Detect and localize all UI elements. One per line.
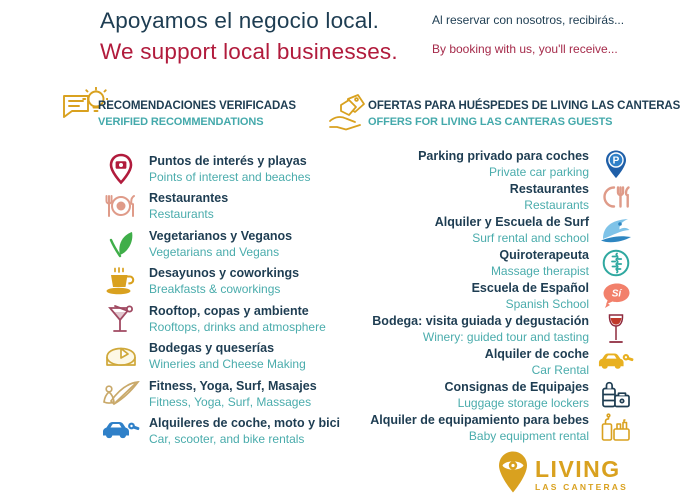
main-title (100, 5, 398, 67)
plate-cutlery-icon (102, 193, 140, 219)
item-label-es: Alquiler y Escuela de Surf (434, 214, 589, 229)
offers-list (340, 147, 634, 444)
list-item (102, 300, 340, 338)
item-label-en: Restaurants (524, 197, 589, 212)
item-labels (485, 347, 589, 377)
main-title-en: We support local businesses. (100, 39, 398, 64)
booking-note-es: Al reservar con nosotros, recibirás... (432, 13, 625, 27)
item-label-en: Rooftops, drinks and atmosphere (149, 319, 326, 334)
spine-icon (598, 249, 634, 277)
list-item (340, 279, 634, 312)
list-item (340, 411, 634, 444)
item-labels (149, 416, 340, 446)
car-key-blue-icon (102, 418, 140, 444)
item-label-es: Parking privado para coches (418, 148, 589, 163)
list-item (102, 188, 340, 226)
list-item (340, 345, 634, 378)
item-labels (149, 266, 299, 296)
item-label-en: Wineries and Cheese Making (149, 357, 306, 372)
item-labels (418, 149, 589, 179)
item-label-es: Vegetarianos y Veganos (149, 228, 293, 243)
item-label-es: Puntos de interés y playas (149, 153, 307, 168)
item-labels (472, 281, 589, 311)
list-item (340, 246, 634, 279)
item-labels (149, 341, 306, 371)
svg-text:Sí: Sí (611, 288, 622, 299)
list-item (340, 147, 634, 180)
item-labels (445, 380, 589, 410)
item-labels (491, 248, 589, 278)
leaf-icon (102, 230, 140, 258)
logo-pin-icon (496, 450, 530, 499)
item-label-en: Vegetarians and Vegans (149, 244, 280, 259)
item-label-en: Massage therapist (490, 263, 589, 278)
list-item (340, 378, 634, 411)
item-label-es: Quiroterapeuta (499, 247, 589, 262)
item-label-en: Fitness, Yoga, Surf, Massages (149, 394, 312, 409)
item-labels (372, 314, 589, 344)
recommendations-list (102, 150, 340, 450)
item-label-es: Alquileres de coche, moto y bici (149, 416, 341, 431)
restaurant-cutlery-icon (598, 184, 634, 210)
item-label-es: Alquiler de equipamiento para bebes (370, 412, 589, 427)
map-pin-camera-icon (102, 153, 140, 185)
item-label-es: Bodega: visita guiada y degustación (372, 313, 589, 328)
list-item (340, 213, 634, 246)
item-label-en: Car, scooter, and bike rentals (149, 432, 305, 447)
item-label-es: Alquiler de coche (484, 346, 589, 361)
logo-text (535, 455, 628, 492)
item-labels (149, 154, 310, 184)
parking-pin-icon (598, 149, 634, 179)
main-title-es: Apoyamos el negocio local. (100, 8, 380, 33)
item-labels (510, 182, 589, 212)
item-label-es: Consignas de Equipajes (444, 379, 589, 394)
logo-subname: LAS CANTERAS (535, 481, 628, 492)
item-label-en: Restaurants (149, 207, 214, 222)
list-item (102, 225, 340, 263)
item-labels (149, 191, 228, 221)
speech-bubble-si-icon (598, 282, 634, 310)
item-label-en: Baby equipment rental (468, 428, 589, 443)
wine-glass-icon (598, 313, 634, 345)
list-item (102, 413, 340, 451)
cheese-icon (102, 344, 140, 368)
item-label-en: Private car parking (488, 164, 589, 179)
item-label-es: Rooftop, copas y ambiente (149, 303, 309, 318)
baby-equipment-icon (598, 413, 634, 443)
recommendations-title-es: RECOMENDACIONES VERIFICADAS (98, 100, 296, 112)
item-labels (149, 229, 292, 259)
living-las-canteras-logo (496, 450, 628, 499)
item-label-es: Escuela de Español (471, 280, 589, 295)
item-label-es: Fitness, Yoga, Surf, Masajes (149, 378, 317, 393)
item-labels (370, 413, 589, 443)
luggage-icon (598, 380, 634, 410)
list-item (340, 180, 634, 213)
item-label-es: Bodegas y queserías (149, 341, 275, 356)
list-item (340, 312, 634, 345)
item-label-en: Points of interest and beaches (149, 169, 311, 184)
list-item (102, 338, 340, 376)
item-label-es: Restaurantes (149, 191, 229, 206)
offers-title-en: OFFERS FOR LIVING LAS CANTERAS GUESTS (368, 116, 613, 128)
item-label-en: Spanish School (505, 296, 589, 311)
recommendations-title-en: VERIFIED RECOMMENDATIONS (98, 116, 264, 128)
item-labels (435, 215, 589, 245)
yoga-surf-icon (102, 380, 140, 408)
list-item (102, 263, 340, 301)
item-label-en: Breakfasts & coworkings (149, 282, 281, 297)
item-labels (149, 304, 326, 334)
recommendations-header (98, 100, 296, 128)
item-label-en: Car Rental (531, 362, 589, 377)
item-label-es: Desayunos y coworkings (149, 266, 300, 281)
surf-wave-icon (598, 216, 634, 244)
offers-header (368, 100, 680, 128)
list-item (102, 150, 340, 188)
car-key-yellow-icon (598, 349, 634, 375)
svg-text:P: P (612, 155, 620, 167)
coffee-cup-icon (102, 267, 140, 295)
item-labels (149, 379, 317, 409)
item-label-es: Restaurantes (509, 181, 589, 196)
offers-title-es: OFERTAS PARA HUÉSPEDES DE LIVING LAS CANTERAS (368, 100, 681, 112)
booking-note (432, 13, 624, 56)
item-label-en: Surf rental and school (472, 230, 589, 245)
booking-note-en: By booking with us, you'll receive... (432, 42, 618, 56)
list-item (102, 375, 340, 413)
item-label-en: Winery: guided tour and tasting (422, 329, 589, 344)
cocktail-icon (102, 304, 140, 334)
logo-name: LIVING (535, 455, 621, 482)
item-label-en: Luggage storage lockers (457, 395, 589, 410)
